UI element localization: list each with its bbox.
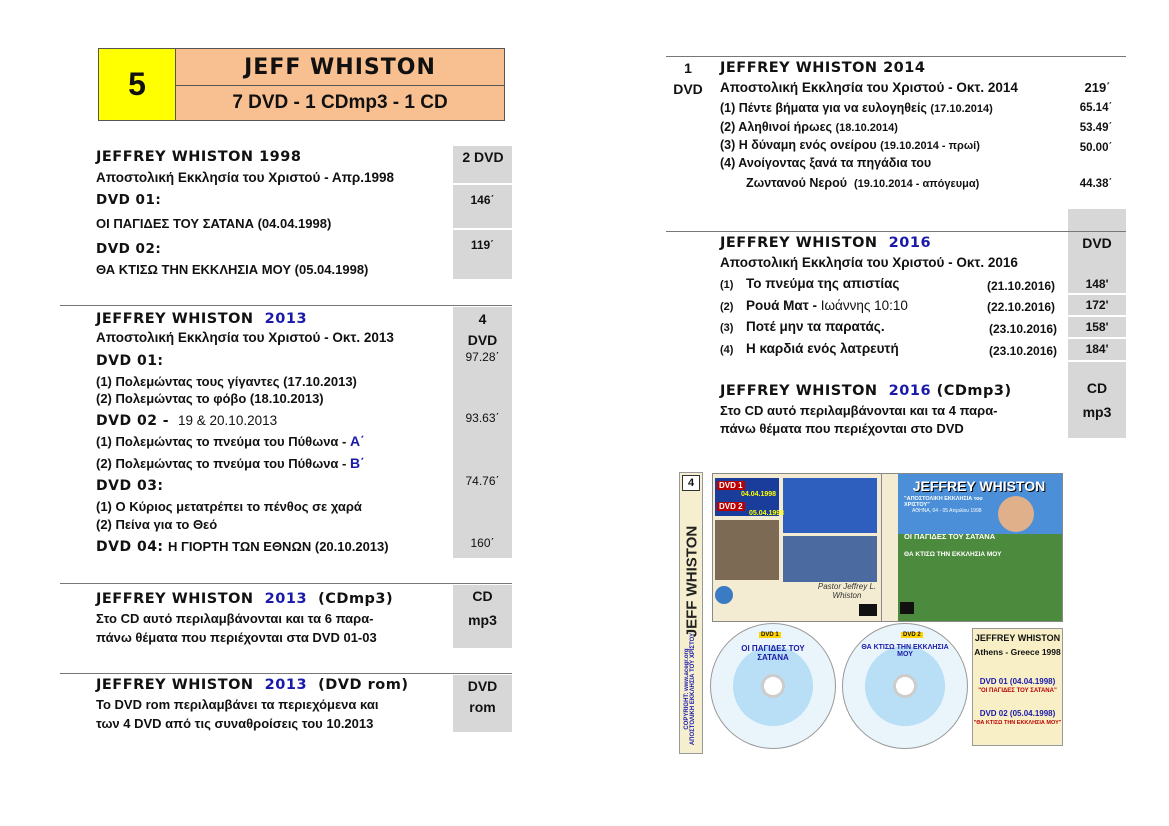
dvd-back-cover [712,473,882,622]
dvd03-item1: (1) Ο Κύριος μετατρέπει το πένθος σε χαρά [96,499,362,514]
item-2016-title: Η καρδιά ενός λατρευτή [746,341,899,356]
item-date: (18.10.2014) [835,122,898,134]
cd2016-note-line1: Στο CD αυτό περιλαμβάνονται και τα 4 παρα- [720,403,998,418]
total-2014: 219΄ [1084,80,1111,95]
year-2013: 2013 [264,311,308,327]
dvd-front-cover [881,473,1063,622]
dvd01-duration: 146΄ [470,193,495,207]
separator [60,673,512,674]
divider [453,228,512,230]
dvd01-item1: (1) Πολεμώντας τους γίγαντες (17.10.2013) [96,374,357,389]
section-title-2016 [720,235,931,251]
section-title-text: JEFFREY WHISTON [96,591,254,607]
disc1-label: DVD 1 [761,632,779,638]
dvd01-item2: (2) Πολεμώντας το φόβο (18.10.2013) [96,391,324,406]
badge-rom: rom [469,699,496,715]
item-text: (2) Αληθινοί ήρωες [720,120,833,134]
item-2016-date: (21.10.2016) [987,279,1056,293]
year-2013: 2013 [264,677,308,693]
back-dvd2-label: DVD 2 [719,502,743,511]
year-2016: 2016 [888,383,932,399]
dvd03-2013-label: DVD 03: [96,478,164,494]
gray-block [1068,209,1126,231]
dvd02-dates: 19 & 20.10.2013 [178,413,278,428]
item-2016-duration: 172' [1085,298,1109,312]
card-title: JEFFREY WHISTON [974,633,1061,643]
dvd01-label: DVD 01: [96,192,162,208]
section-title-2013-rom [96,677,408,693]
church-2013: Αποστολική Εκκλησία του Χριστού - Οκτ. 2013 [96,330,394,345]
church-2014: Αποστολική Εκκλησία του Χριστού - Οκτ. 2014 [720,80,1018,95]
section-title-text: JEFFREY WHISTON [96,311,254,327]
item-text: Ρουά Ματ - [746,298,817,313]
back-pastor: Pastor Jeffrey L. Whiston [817,582,877,600]
rom-tag: (DVD rom) [318,677,409,693]
cover-title: JEFFREY WHISTON [912,478,1046,494]
divider [1068,337,1126,339]
header-subtitle: 7 DVD - 1 CDmp3 - 1 CD [176,86,504,120]
dvd02-2013-row [96,412,277,430]
dvd-disc-2 [842,623,968,749]
item-2014-2 [720,120,898,134]
back-dvd1-date: 04.04.1998 [741,491,777,498]
section-title-2016-cd [720,383,1012,399]
disc2-label: DVD 2 [903,632,921,638]
dvd-logo-icon [859,604,877,616]
cover-t1: ΟΙ ΠΑΓΙΔΕΣ ΤΟΥ ΣΑΤΑΝΑ [904,532,996,541]
gray-column-1998 [453,146,512,279]
item-2016-date: (23.10.2016) [989,322,1058,336]
item-2016-date: (23.10.2016) [989,344,1058,358]
item-2016-num: (1) [720,279,734,291]
section-title-text: JEFFREY WHISTON [720,235,878,251]
item-date: (19.10.2014 - απόγευμα) [853,178,980,190]
card-dvd1: DVD 01 (04.04.1998) [979,677,1056,686]
badge-dvd: DVD [467,332,498,348]
badge-cd: CD [1086,380,1108,396]
dvd-disc-1 [710,623,836,749]
copyright-text-2: ΑΠΟΣΤΟΛΙΚΗ ΕΚΚΛΗΣΙΑ ΤΟΥ ΧΡΙΣΤΟΥ [690,632,696,746]
badge-2dvd: 2 DVD [462,149,504,165]
front-spine-strip [882,474,898,621]
item-2016-duration: 158' [1085,320,1109,334]
spine-title: JEFF WHISTON [683,525,701,638]
portrait-thumb [998,496,1034,532]
rom-note-line2: των 4 DVD από τις συναθροίσεις του 10.2013 [96,716,374,731]
dur-2014-4: 44.38΄ [1079,178,1113,190]
divider [1068,360,1126,362]
dur-2014-2: 53.49΄ [1079,122,1113,134]
dvd01-2013-duration: 97.28΄ [465,350,500,364]
dvd04-title: Η ΓΙΟΡΤΗ ΤΩΝ ΕΘΝΩΝ (20.10.2013) [168,539,389,554]
disc1-title: ΟΙ ΠΑΓΙΔΕΣ ΤΟΥ ΣΑΤΑΝΑ [741,644,805,662]
divider [1068,293,1126,295]
dur-2014-1: 65.14΄ [1079,102,1113,114]
item-2016-title: Το πνεύμα της απιστίας [746,276,900,291]
dvd-logo-icon [900,602,914,614]
item-2016-duration: 184' [1085,342,1109,356]
dvd02-item1 [96,433,365,449]
item-2014-1 [720,101,993,115]
unit-2014: DVD [673,81,703,97]
disc2-title: ΘΑ ΚΤΙΣΩ ΤΗΝ ΕΚΚΛΗΣΙΑ ΜΟΥ [861,644,949,658]
card-dvd1-title: "ΟΙ ΠΑΓΙΔΕΣ ΤΟΥ ΣΑΤΑΝΑ" [978,688,1057,694]
card-dvd2: DVD 02 (05.04.1998) [979,709,1056,718]
dvd04-2013-label: DVD 04: [96,539,164,555]
photo-thumb [783,478,877,533]
section-title-2013 [96,311,307,327]
back-dvd2-date: 05.04.1998 [749,510,785,517]
badge-mp3: mp3 [1082,404,1112,420]
item-2016-num: (3) [720,322,734,334]
cd-note-line2: πάνω θέματα που περιέχονται στα DVD 01-03 [96,630,377,645]
card-subtitle: Athens - Greece 1998 [974,647,1061,657]
badge-dvd: DVD [467,678,498,694]
section-title-text: JEFFREY WHISTON [720,383,878,399]
header-box [98,48,505,121]
cd-note-line1: Στο CD αυτό περιλαμβάνονται και τα 6 παρα- [96,611,374,626]
item-2016-title: Ποτέ μην τα παρατάς. [746,319,885,334]
cover-t2: ΘΑ ΚΤΙΣΩ ΤΗΝ ΕΚΚΛΗΣΙΑ ΜΟΥ [904,551,1002,558]
dvd02-item2 [96,455,365,471]
badge-dvd-2016: DVD [1082,235,1112,251]
dvd-info-card [972,628,1063,746]
item-date: (17.10.2014) [930,103,993,115]
spine-number: 4 [682,475,700,491]
card-dvd2-title: "ΘΑ ΚΤΙΣΩ ΤΗΝ ΕΚΚΛΗΣΙΑ ΜΟΥ" [973,720,1062,726]
item-2014-4a: (4) Ανοίγοντας ξανά τα πηγάδια του [720,156,932,170]
dvd02-label: DVD 02: [96,241,162,257]
separator [60,305,512,306]
dvd02-title: ΘΑ ΚΤΙΣΩ ΤΗΝ ΕΚΚΛΗΣΙΑ ΜΟΥ (05.04.1998) [96,262,369,277]
cd-tag: (CDmp3) [318,591,394,607]
section-title-2014: JEFFREY WHISTON 2014 [720,60,926,76]
part-b: Β΄ [349,455,365,471]
year-2016: 2016 [888,235,932,251]
cover-place: ΑΘΗΝΑ, 04 - 05 Απριλίου 1998 [912,508,982,514]
rom-note-line1: Το DVD rom περιλαμβάνει τα περιεχόμενα και [96,697,379,712]
dvd02-item1-text: (1) Πολεμώντας το πνεύμα του Πύθωνα - [96,434,347,449]
catalog-number: 5 [99,49,176,120]
dvd03-item2: (2) Πείνα για το Θεό [96,517,218,532]
item-2014-4b [746,176,979,190]
item-2016-title [746,298,908,313]
dvd03-2013-duration: 74.76΄ [465,474,500,488]
landscape [898,534,1062,621]
dvd02-2013-label: DVD 02 - [96,413,170,429]
cover-church: "ΑΠΟΣΤΟΛΙΚΗ ΕΚΚΛΗΣΙΑ του ΧΡΙΣΤΟΥ" [904,496,983,508]
dur-2014-3: 50.00΄ [1079,142,1113,154]
item-2016-num: (4) [720,344,734,356]
dvd02-item2-text: (2) Πολεμώντας το πνεύμα του Πύθωνα - [96,456,347,471]
section-title-1998: JEFFREY WHISTON 1998 [96,149,302,165]
separator [666,231,1126,232]
section-title-2013-cd [96,591,393,607]
item-ref: Ιωάννης 10:10 [820,298,908,313]
separator [60,583,512,584]
badge-cd: CD [472,588,493,604]
church-1998: Αποστολική Εκκλησία του Χριστού - Απρ.1998 [96,170,395,185]
item-date: (19.10.2014 - πρωί) [880,140,980,152]
item-2014-3 [720,138,980,152]
cd2016-note-line2: πάνω θέματα που περιέχονται στο DVD [720,421,964,436]
dvd01-2013-label: DVD 01: [96,353,164,369]
item-text: (1) Πέντε βήματα για να ευλογηθείς [720,101,927,115]
church-2016: Αποστολική Εκκλησία του Χριστού - Οκτ. 2016 [720,255,1018,270]
dvd04-2013-duration: 160΄ [470,536,495,550]
badge-mp3: mp3 [468,612,497,628]
item-2016-num: (2) [720,301,734,313]
copyright-text: COPYRIGHT: www.acegr.org [684,648,690,730]
item-text: (3) Η δύναμη ενός ονείρου [720,138,877,152]
photo-thumb [783,536,877,582]
dvd04-2013-row [96,538,389,556]
back-dvd1-label: DVD 1 [719,481,743,490]
section-title-text: JEFFREY WHISTON [96,677,254,693]
globe-icon [715,586,733,604]
divider [1068,315,1126,317]
separator [666,56,1126,57]
cd-tag: (CDmp3) [936,383,1012,399]
photo-thumb [715,520,779,580]
header-title: JEFF WHISTON [176,49,504,86]
item-2016-date: (22.10.2016) [987,300,1056,314]
divider [453,183,512,185]
dvd-spine [679,472,703,754]
item-text: Ζωντανού Νερού [746,176,848,190]
item-2016-duration: 148' [1085,277,1109,291]
count-2014: 1 [684,60,692,76]
dvd02-2013-duration: 93.63΄ [465,411,500,425]
part-a: Α΄ [349,433,365,449]
dvd01-title: ΟΙ ΠΑΓΙΔΕΣ ΤΟΥ ΣΑΤΑΝΑ (04.04.1998) [96,216,332,231]
badge-4: 4 [478,311,487,327]
year-2013: 2013 [264,591,308,607]
dvd02-duration: 119΄ [470,238,495,252]
spine-copyright [684,629,696,749]
